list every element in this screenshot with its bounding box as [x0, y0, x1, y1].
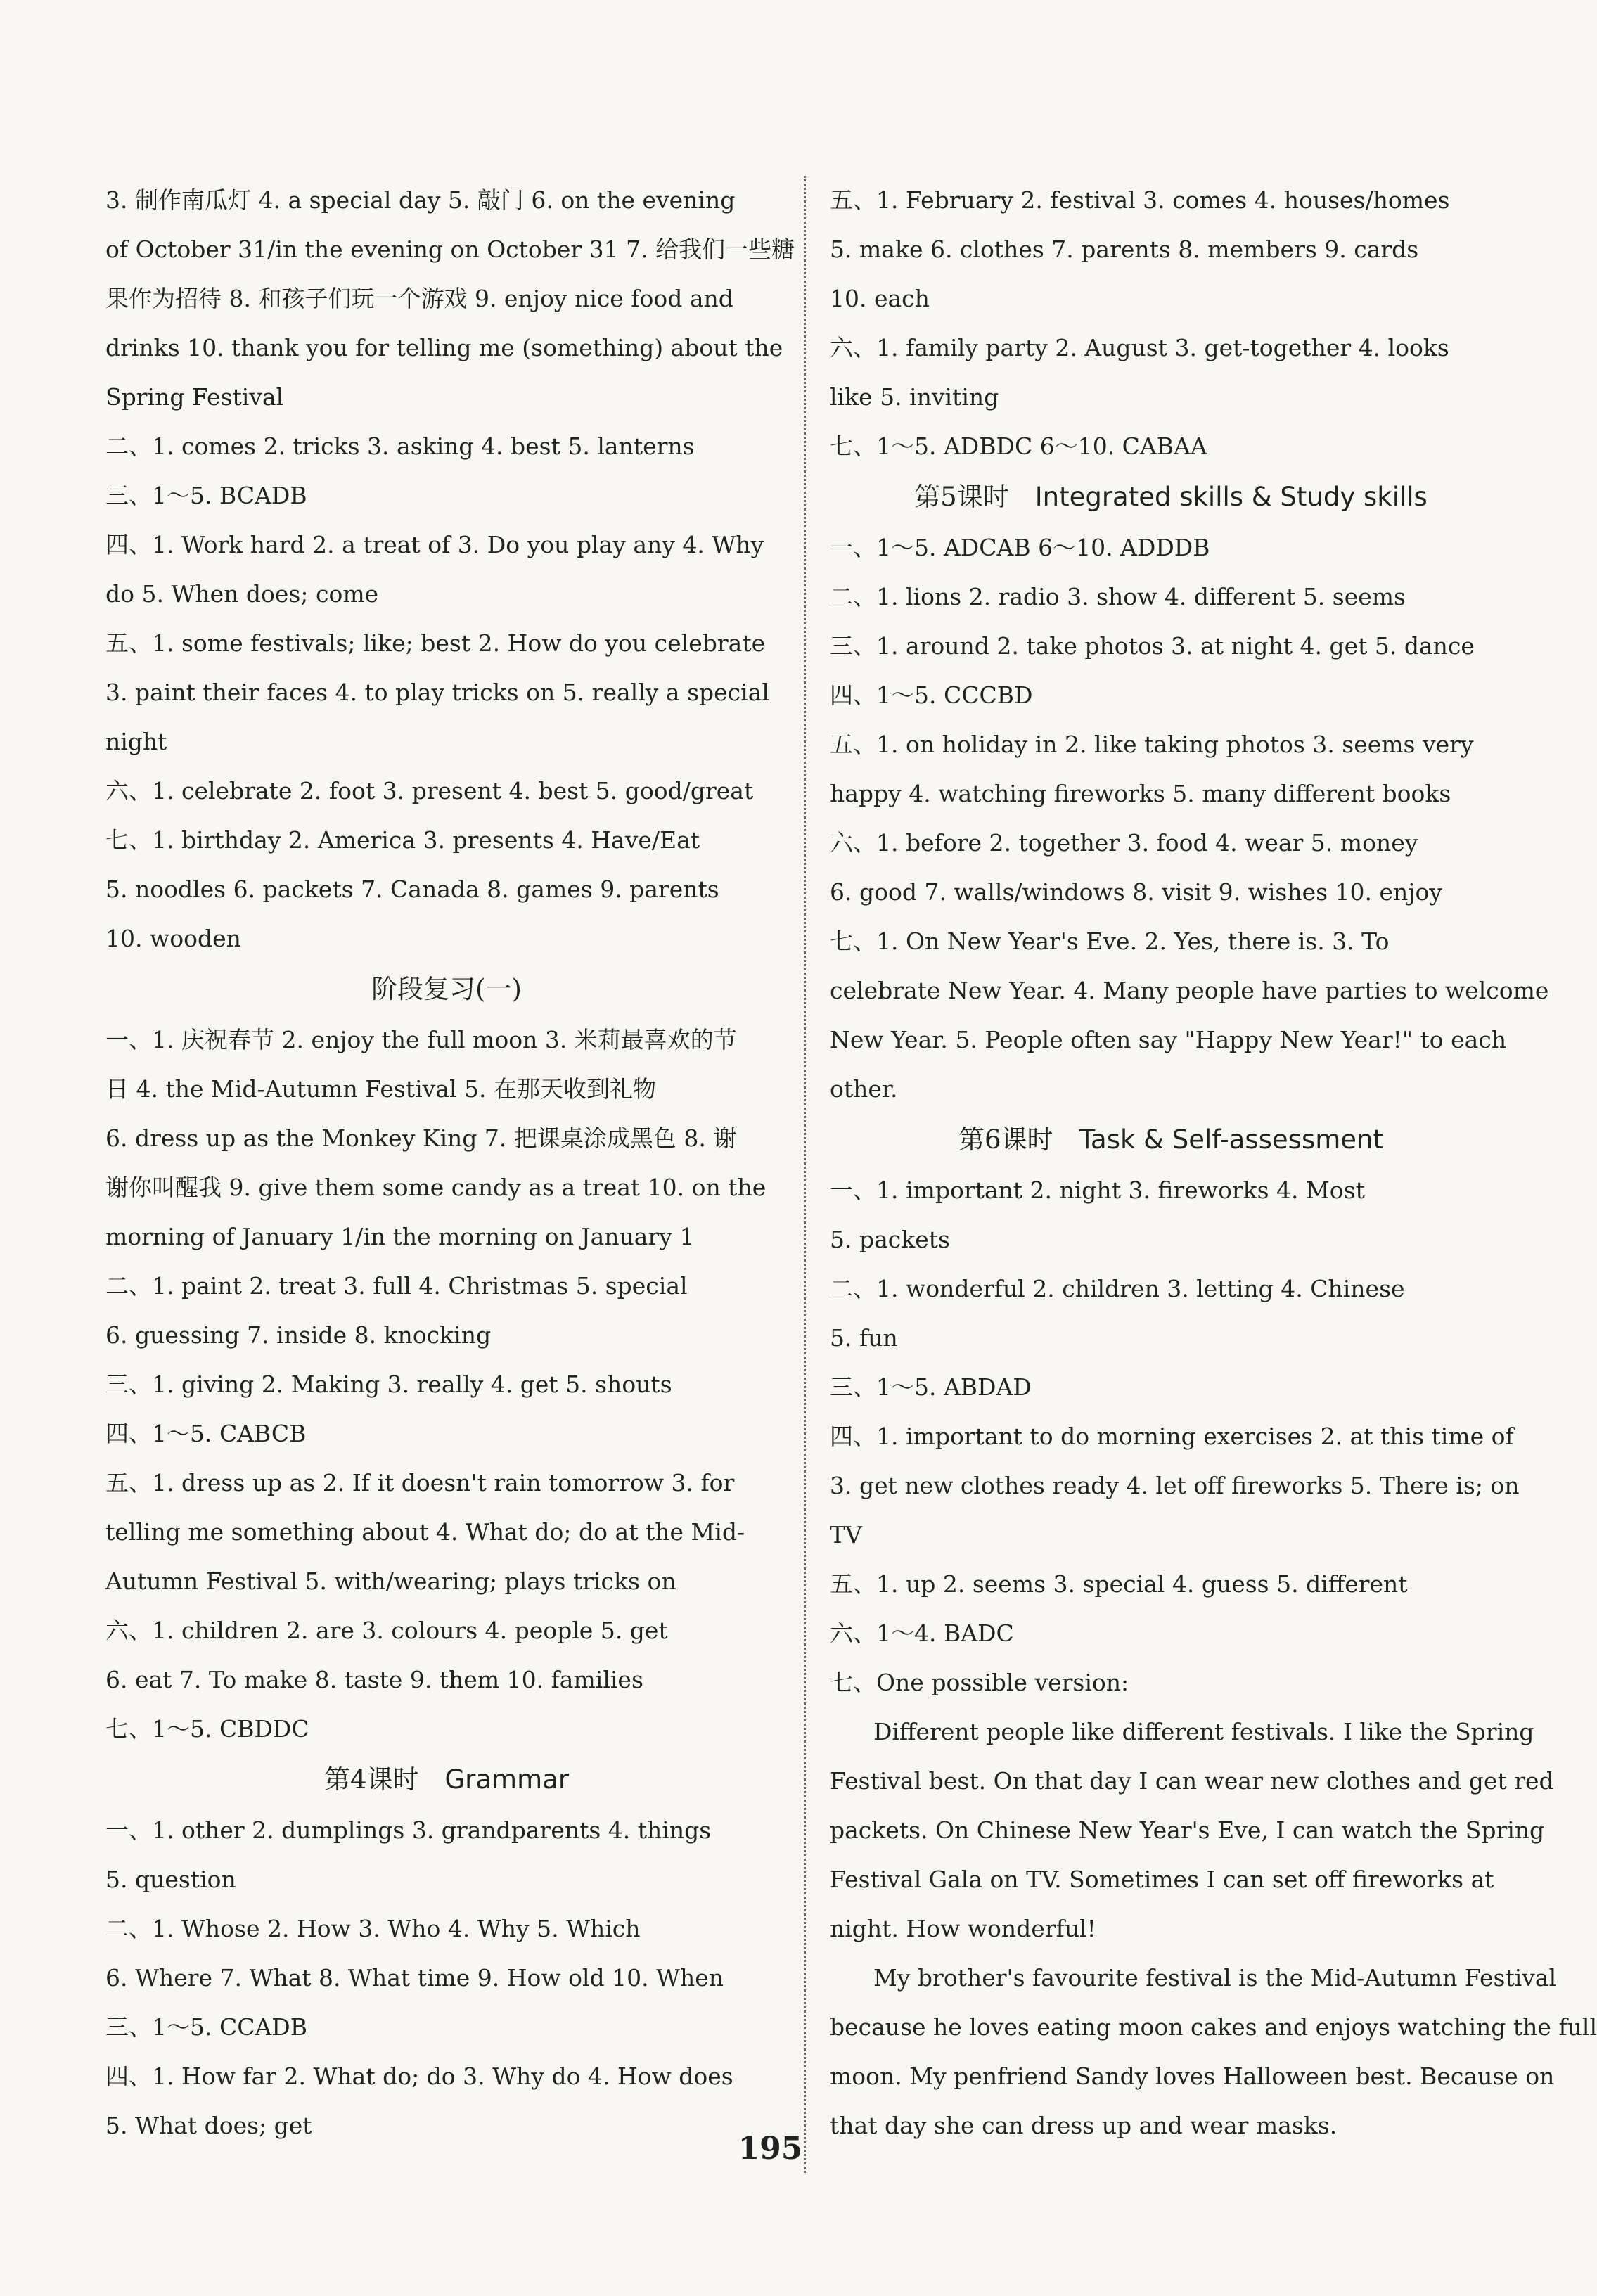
answer-line: 5. question — [105, 1866, 236, 1893]
answer-line: 三、1. around 2. take photos 3. at night 4. get 5. dance — [830, 632, 1475, 660]
answer-line: 三、1～5. CCADB — [105, 2013, 308, 2041]
answer-line: other. — [830, 1075, 898, 1103]
answer-line: 六、1. family party 2. August 3. get-together 4. looks — [830, 334, 1449, 361]
answer-line: 五、1. on holiday in 2. like taking photos 3. seems very — [830, 731, 1474, 758]
answer-line: 日 4. the Mid-Autumn Festival 5. 在那天收到礼物 — [105, 1075, 656, 1103]
answer-line: of October 31/in the evening on October 31 7. 给我们一些糖 — [105, 236, 795, 263]
answer-line: night — [105, 728, 167, 755]
answer-line: Festival Gala on TV. Sometimes I can set off fireworks at — [830, 1866, 1494, 1893]
section-heading — [105, 1754, 788, 1806]
answer-line: 三、1～5. BCADB — [105, 482, 307, 509]
column-divider — [804, 176, 806, 2173]
section-heading-cn: 第5课时 — [914, 482, 1009, 512]
answer-line: 6. guessing 7. inside 8. knocking — [105, 1321, 492, 1349]
right-column — [830, 176, 1597, 2150]
answer-line: 3. 制作南瓜灯 4. a special day 5. 敲门 6. on the evening — [105, 186, 736, 214]
page-number: 195 — [738, 2131, 803, 2167]
answer-line: 3. get new clothes ready 4. let off fireworks 5. There is; on — [830, 1472, 1520, 1499]
answer-line: 七、1. birthday 2. America 3. presents 4. Have/Eat — [105, 826, 700, 854]
answer-line: 五、1. some festivals; like; best 2. How do you celebrate — [105, 629, 766, 657]
answer-line: because he loves eating moon cakes and enjoys watching the full — [830, 2013, 1597, 2041]
answer-line: TV — [830, 1521, 862, 1548]
answer-line: 四、1. How far 2. What do; do 3. Why do 4. How does — [105, 2063, 733, 2090]
answer-line: 一、1. other 2. dumplings 3. grandparents 4. things — [105, 1816, 712, 1844]
answer-line: 5. packets — [830, 1226, 950, 1253]
section-heading-en: Grammar — [444, 1764, 570, 1795]
left-column — [105, 176, 795, 2150]
answer-line: 谢你叫醒我 9. give them some candy as a treat 10. on the — [105, 1174, 767, 1201]
answer-line: 四、1～5. CCCBD — [830, 681, 1033, 709]
answer-line: 六、1～4. BADC — [830, 1620, 1014, 1647]
answer-line: 6. dress up as the Monkey King 7. 把课桌涂成黑色 8. 谢 — [105, 1124, 737, 1152]
answer-line: telling me something about 4. What do; do at the Mid- — [105, 1518, 745, 1546]
answer-line: 二、1. paint 2. treat 3. full 4. Christmas 5. special — [105, 1272, 688, 1300]
answer-line: 三、1. giving 2. Making 3. really 4. get 5. shouts — [105, 1371, 672, 1398]
answer-line: like 5. inviting — [830, 383, 999, 411]
section-heading-cn: 阶段复习(一) — [371, 974, 522, 1004]
answer-line: 四、1. important to do morning exercises 2. at this time of — [830, 1423, 1514, 1450]
section-heading — [830, 1114, 1512, 1166]
answer-line: 七、One possible version: — [830, 1669, 1129, 1696]
section-heading-cn: 第6课时 — [958, 1124, 1053, 1155]
section-heading — [105, 963, 788, 1015]
answer-line: Different people like different festivals. I like the Spring — [873, 1718, 1534, 1745]
answer-line: 6. Where 7. What 8. What time 9. How old 10. When — [105, 1964, 724, 1992]
answer-line: 四、1. Work hard 2. a treat of 3. Do you play any 4. Why — [105, 531, 764, 558]
answer-line: 三、1～5. ABDAD — [830, 1373, 1032, 1401]
answer-line: night. How wonderful! — [830, 1915, 1096, 1942]
answer-line: that day she can dress up and wear masks. — [830, 2112, 1338, 2139]
answer-line: moon. My penfriend Sandy loves Halloween best. Because on — [830, 2063, 1555, 2090]
answer-line: My brother's favourite festival is the Mid-Autumn Festival — [873, 1964, 1557, 1992]
answer-line: 一、1. important 2. night 3. fireworks 4. Most — [830, 1176, 1365, 1204]
answer-line: morning of January 1/in the morning on January 1 — [105, 1223, 695, 1250]
answer-line: 10. each — [830, 285, 930, 312]
answer-line: packets. On Chinese New Year's Eve, I can watch the Spring — [830, 1816, 1545, 1844]
answer-line: 6. good 7. walls/windows 8. visit 9. wishes 10. enjoy — [830, 878, 1443, 906]
answer-line: 10. wooden — [105, 925, 241, 952]
answer-line: New Year. 5. People often say "Happy New Year!" to each — [830, 1026, 1507, 1053]
answer-line: 一、1～5. ADCAB 6～10. ADDDB — [830, 534, 1210, 561]
answer-line: 七、1～5. CBDDC — [105, 1715, 309, 1743]
answer-line: 二、1. comes 2. tricks 3. asking 4. best 5. lanterns — [105, 432, 695, 460]
answer-line: 3. paint their faces 4. to play tricks on 5. really a special — [105, 679, 769, 706]
answer-line: 二、1. Whose 2. How 3. Who 4. Why 5. Which — [105, 1915, 641, 1942]
section-heading-en: Task & Self-assessment — [1079, 1124, 1383, 1155]
answer-line: 5. noodles 6. packets 7. Canada 8. games 9. parents — [105, 876, 719, 903]
answer-line: 一、1. 庆祝春节 2. enjoy the full moon 3. 米莉最喜欢的节 — [105, 1026, 737, 1053]
answer-line: 6. eat 7. To make 8. taste 9. them 10. families — [105, 1666, 643, 1693]
answer-line: 二、1. lions 2. radio 3. show 4. different 5. seems — [830, 583, 1406, 610]
answer-line: 六、1. children 2. are 3. colours 4. people 5. get — [105, 1617, 668, 1644]
answer-line: 七、1. On New Year's Eve. 2. Yes, there is. 3. To — [830, 928, 1390, 955]
answer-line: 二、1. wonderful 2. children 3. letting 4. Chinese — [830, 1275, 1405, 1302]
answer-line: drinks 10. thank you for telling me (something) about the — [105, 334, 783, 361]
answer-line: celebrate New Year. 4. Many people have parties to welcome — [830, 977, 1549, 1004]
answer-line: 5. What does; get — [105, 2112, 312, 2139]
answer-line: 四、1～5. CABCB — [105, 1420, 307, 1447]
answer-line: 六、1. before 2. together 3. food 4. wear 5. money — [830, 829, 1418, 857]
answer-line: 五、1. dress up as 2. If it doesn't rain tomorrow 3. for — [105, 1469, 735, 1496]
answer-line: Festival best. On that day I can wear new clothes and get red — [830, 1767, 1554, 1795]
section-heading-en: Integrated skills & Study skills — [1034, 482, 1428, 512]
section-heading-cn: 第4课时 — [323, 1764, 419, 1795]
answer-line: 5. fun — [830, 1324, 898, 1352]
answer-line: Autumn Festival 5. with/wearing; plays tricks on — [105, 1567, 676, 1595]
answer-line: 五、1. up 2. seems 3. special 4. guess 5. different — [830, 1570, 1408, 1598]
answer-line: 七、1～5. ADBDC 6～10. CABAA — [830, 432, 1207, 460]
answer-line: 5. make 6. clothes 7. parents 8. members 9. cards — [830, 236, 1419, 263]
answer-line: Spring Festival — [105, 383, 284, 411]
answer-line: 果作为招待 8. 和孩子们玩一个游戏 9. enjoy nice food and — [105, 285, 733, 312]
answer-line: do 5. When does; come — [105, 580, 379, 608]
answer-line: 六、1. celebrate 2. foot 3. present 4. best 5. good/great — [105, 777, 754, 804]
answer-line: happy 4. watching fireworks 5. many different books — [830, 780, 1451, 807]
answer-line: 五、1. February 2. festival 3. comes 4. houses/homes — [830, 186, 1450, 214]
section-heading — [830, 471, 1512, 523]
